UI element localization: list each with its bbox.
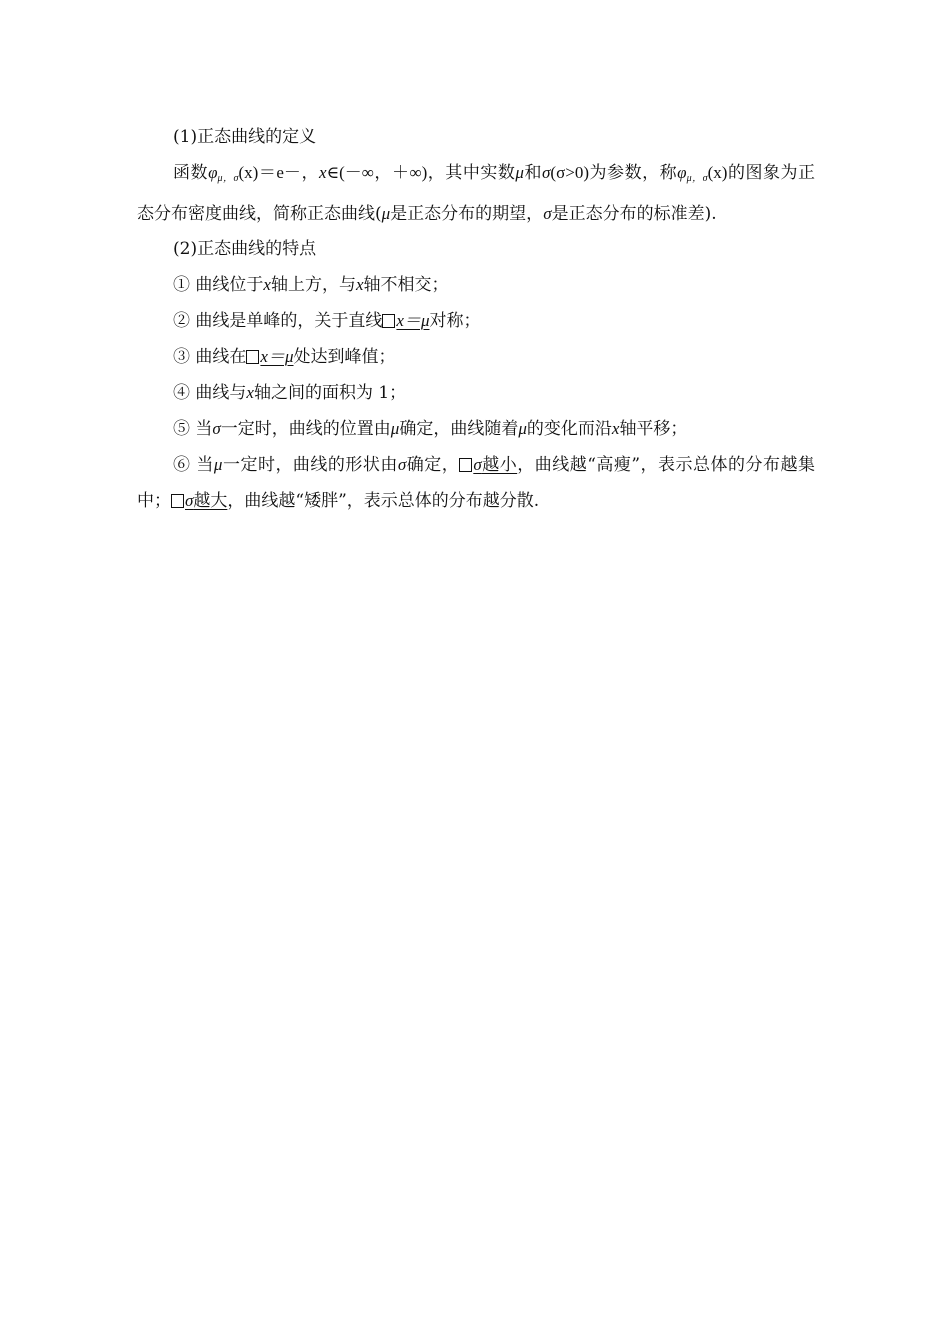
feature-item-1: ① 曲线位于x轴上方，与x轴不相交； xyxy=(173,275,449,295)
answer-blank: σ越大 xyxy=(185,491,228,511)
feature-item-4: ④ 曲线与x轴之间的面积为 1； xyxy=(173,383,407,403)
answer-box-icon xyxy=(459,458,472,472)
answer-blank: x＝μ xyxy=(260,347,294,366)
answer-blank: σ越小 xyxy=(473,455,518,475)
phi-symbol: φ xyxy=(208,163,218,182)
feature-item-2: ② 曲线是单峰的，关于直线 x＝μ对称； xyxy=(173,311,481,331)
definition-paragraph: 函数$\varphi_{\mu,\sigma}(x)=e-$，x∈(－∞，＋∞)，其中实数μ和σ(σ>0)为参数，称$\varphi_{\mu,\sigma}(x)$的图象为正态分布密度曲线，简称正态曲线(μ是正态分布的期望，σ是正态分布的标准差). xyxy=(137,163,816,224)
answer-box-icon xyxy=(171,494,184,508)
document-body xyxy=(137,120,815,519)
feature-item-3: ③ 曲线在 x＝μ处达到峰值； xyxy=(173,347,396,367)
feature-item-5: ⑤ 当σ一定时，曲线的位置由μ确定，曲线随着μ的变化而沿x轴平移； xyxy=(173,419,688,439)
answer-box-icon xyxy=(382,314,395,328)
phi-subscript: μ，σ xyxy=(217,173,239,184)
answer-blank: x＝μ xyxy=(396,311,430,330)
section-1-title: (1)正态曲线的定义 xyxy=(173,127,317,147)
answer-box-icon xyxy=(246,350,259,364)
feature-item-6: ⑥ 当μ一定时，曲线的形状由σ确定， σ越小，曲线越“高瘦”，表示总体的分布越集中； σ越大，曲线越“矮胖”，表示总体的分布越分散. xyxy=(137,455,816,511)
section-2-title: (2)正态曲线的特点 xyxy=(173,239,317,259)
